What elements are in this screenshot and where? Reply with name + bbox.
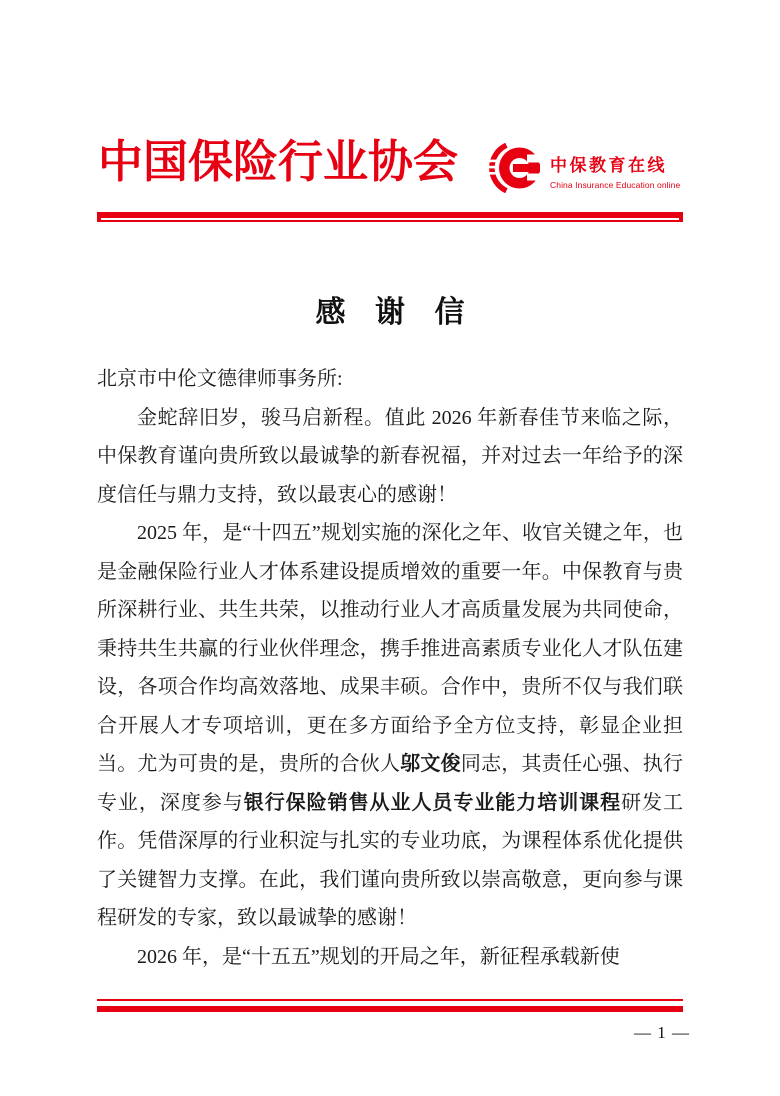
brand-title: 中国保险行业协会 <box>98 136 459 187</box>
page-number: — 1 — <box>634 1023 690 1042</box>
paragraph <box>97 938 683 977</box>
text-run: 研发工作。凭借深厚的行业积淀与扎实的专业功底，为课程体系优化提供了关键智力支撑。在此，我们谨向贵所致以崇高敬意，更向参与课程研发的专家，致以最诚挚的感谢！ <box>97 791 684 929</box>
text-run: 银行保险销售从业人员专业能力培训课程 <box>243 791 622 814</box>
letter-title: 感 谢 信 <box>315 296 476 329</box>
logo-title: 中保教育在线 <box>550 156 667 175</box>
text-run: 同志，其责任心强、执行专业，深度参与 <box>97 753 684 814</box>
paragraph <box>97 399 683 515</box>
logo-text-block <box>550 151 680 190</box>
text-run: 邬文俊 <box>400 753 461 775</box>
header-rule-stripe <box>101 218 679 220</box>
paragraphs-container <box>97 399 683 977</box>
footer-rule-thick-line <box>97 1006 683 1012</box>
logo-subtitle: China Insurance Education online <box>550 180 681 190</box>
footer-rule <box>97 999 683 1012</box>
g-ring-logo-icon <box>486 139 544 197</box>
salutation: 北京市中伦文德律师事务所: <box>97 368 343 390</box>
text-run: 金蛇辞旧岁，骏马启新程。值此 2026 年新春佳节来临之际，中保教育谨向贵所致以最诚挚的新春祝福，并对过去一年给予的深度信任与鼎力支持，致以最衷心的感谢！ <box>97 406 683 506</box>
letter-body <box>97 360 683 976</box>
paragraph <box>97 514 683 938</box>
header-rule <box>97 212 683 222</box>
text-run: 2025 年，是“十四五”规划实施的深化之年、收官关键之年，也是金融保险行业人才体系建设提质增效的重要一年。中保教育与贵所深耕行业、共生共荣，以推动行业人才高质量发展为共同使命，秉持共生共赢的行业伙伴理念，携手推进高素质专业化人才队伍建设，各项合作均高效落地、成果丰硕。合作中，贵所不仅与我们联合开展人才专项培训，更在多方面给予全方位支持，彰显企业担当。尤为可贵的是，贵所的合伙人 <box>97 522 683 775</box>
text-run: 2026 年，是“十五五”规划的开局之年，新征程承载新使 <box>137 945 620 968</box>
